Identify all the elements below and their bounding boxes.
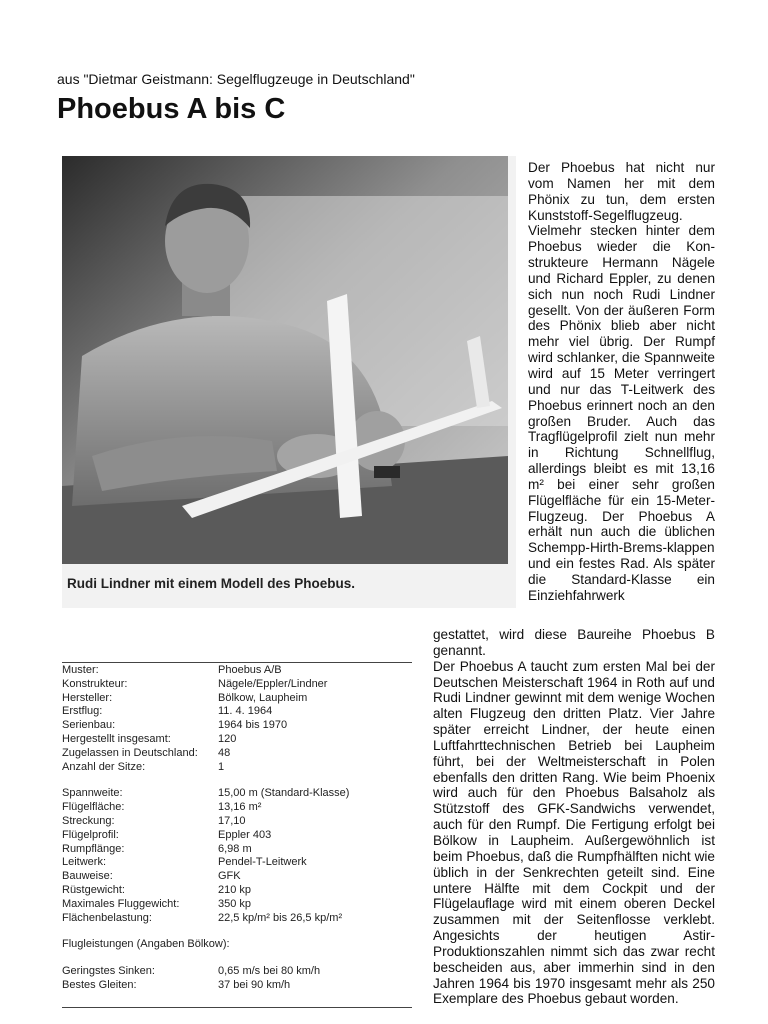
page-title: Phoebus A bis C [57,93,286,125]
spec-row [62,801,412,815]
spec-row [62,761,412,775]
spec-key: Erstflug: [62,705,103,718]
spec-value: 48 [218,746,231,759]
spec-value: 0,65 m/s bei 80 km/h [218,965,321,978]
photo-illustration [62,156,508,564]
photo-figure [62,156,516,608]
spec-value: Nägele/Eppler/Lindner [218,677,328,690]
spec-key: Zugelassen in Deutschland: [62,746,198,759]
spec-row [62,815,412,829]
spec-key: Bauweise: [62,870,113,883]
article-column-wide [433,627,715,1007]
spec-key: Leitwerk: [62,856,107,869]
spec-spacer [62,925,412,938]
spec-value: 120 [218,732,237,745]
spec-value: Pendel-T-Leitwerk [218,856,307,869]
spec-key: Hergestellt insgesamt: [62,732,171,745]
spec-value: Eppler 403 [218,828,272,841]
spec-table [62,664,412,993]
spec-row [62,898,412,912]
spec-key: Konstrukteur: [62,677,128,690]
spec-value: 17,10 [218,814,246,827]
spec-spacer [62,774,412,787]
spec-row [62,705,412,719]
spec-key: Muster: [62,664,99,676]
portrait-photo [62,156,508,564]
spec-key: Rüstgewicht: [62,883,125,896]
spec-value: 37 bei 90 km/h [218,978,291,991]
spec-row [62,678,412,692]
spec-key: Flügelprofil: [62,828,119,841]
spec-row [62,733,412,747]
spec-row [62,719,412,733]
spec-key: Serienbau: [62,719,116,732]
spec-key: Geringstes Sinken: [62,965,155,978]
spec-value: 22,5 kp/m² bis 26,5 kp/m² [218,911,343,924]
spec-row [62,979,412,993]
spec-value: 11. 4. 1964 [218,705,273,718]
spec-key: Flächenbelastung: [62,911,152,924]
spec-key: Hersteller: [62,691,113,704]
performance-heading: Flugleistungen (Angaben Bölkow): [62,938,230,951]
spec-value: 15,00 m (Standard-Klasse) [218,787,350,800]
photo-caption: Rudi Lindner mit einem Modell des Phoebus. [67,576,356,591]
spec-key: Flügelfläche: [62,801,125,814]
spec-value: 13,16 m² [218,801,262,814]
table-rule-top [62,662,412,663]
spec-key: Streckung: [62,814,115,827]
spec-row [62,747,412,761]
spec-key: Bestes Gleiten: [62,978,137,991]
spec-row [62,856,412,870]
spec-spacer [62,952,412,965]
spec-value: 350 kp [218,897,252,910]
spec-row [62,692,412,706]
article-paragraph-1: Der Phoebus hat nicht nur vom Namen her mit dem Phönix zu tun, dem ersten Kunststoff-Segelflugzeug. Vielmehr stecken hinter dem Phoebus wieder die Kon-strukteure Hermann Nägele und Richard Eppler, zu denen sich nun noch Rudi Lindner gesellt. Von der äußeren Form des Phönix blieb aber nicht mehr viel übrig. Der Rumpf wird schlanker, die Spannweite wird auf 15 Meter verringert und nur das T-Leitwerk des Phoebus erinnert noch an den großen Bruder. Auch das Tragflügelprofil zielt nun mehr in Richtung Schnellflug, allerdings bleibt es mit 13,16 m² bei einer sehr großen Flügelfläche für ein 15-Meter-Flugzeug. Der Phoebus A erhält nun auch die üblichen Schempp-Hirth-Brems-klappen und ein festes Rad. Als später die Standard-Klasse ein Einziehfahrwerk [528,160,715,603]
spec-key: Anzahl der Sitze: [62,760,146,773]
spec-value: 1 [218,760,225,773]
spec-value: 210 kp [218,883,252,896]
source-line: aus "Dietmar Geistmann: Segelflugzeuge in Deutschland" [57,71,415,87]
spec-row [62,870,412,884]
article-column-narrow [528,160,715,604]
table-rule-bottom [62,1007,412,1008]
article-paragraph-2: Der Phoebus A taucht zum ersten Mal bei der Deutschen Meisterschaft 1964 in Roth auf und Rudi Lindner gewinnt mit dem wenige Wochen alten Flugzeug den dritten Platz. Vier Jahre später erreicht Lindner, der heute einen Luftfahrttechnischen Betrieb bei Laupheim führt, bei der Weltmeisterschaft in Polen ebenfalls den dritten Rang. Wie beim Phoenix wird auch für den Phoebus Balsaholz als Stützstoff des GFK-Sandwichs verwendet, auch für den Rumpf. Die Fertigung erfolgt bei Bölkow in Laupheim. Außergewöhnlich ist beim Phoebus, daß die Rumpfhälften nicht wie üblich in der Senkrechten geteilt sind. Eine untere Hälfte mit dem Cockpit und der Flügelauflage wird mit einem oberen Deckel zusammen mit der Seitenflosse verklebt. Angesichts der heutigen Astir-Produktionszahlen nimmt sich das zwar recht bescheiden aus, aber immerhin sind in den Jahren 1964 bis 1970 insgesamt mehr als 250 Exemplare des Phoebus gebaut worden. [433,658,715,1007]
spec-value: GFK [218,870,241,883]
spec-row [62,843,412,857]
spec-row [62,664,412,678]
spec-row [62,829,412,843]
spec-value: Bölkow, Laupheim [218,691,308,704]
spec-key: Spannweite: [62,787,123,800]
spec-value: Phoebus A/B [218,664,282,676]
spec-value: 1964 bis 1970 [218,719,288,732]
spec-row [62,787,412,801]
spec-row [62,965,412,979]
spec-row [62,884,412,898]
spec-key: Rumpflänge: [62,842,125,855]
spec-row [62,912,412,926]
spec-key: Maximales Fluggewicht: [62,897,180,910]
spec-value: 6,98 m [218,842,252,855]
article-paragraph-1-continued: gestattet, wird diese Baureihe Phoebus B genannt. [433,627,715,658]
